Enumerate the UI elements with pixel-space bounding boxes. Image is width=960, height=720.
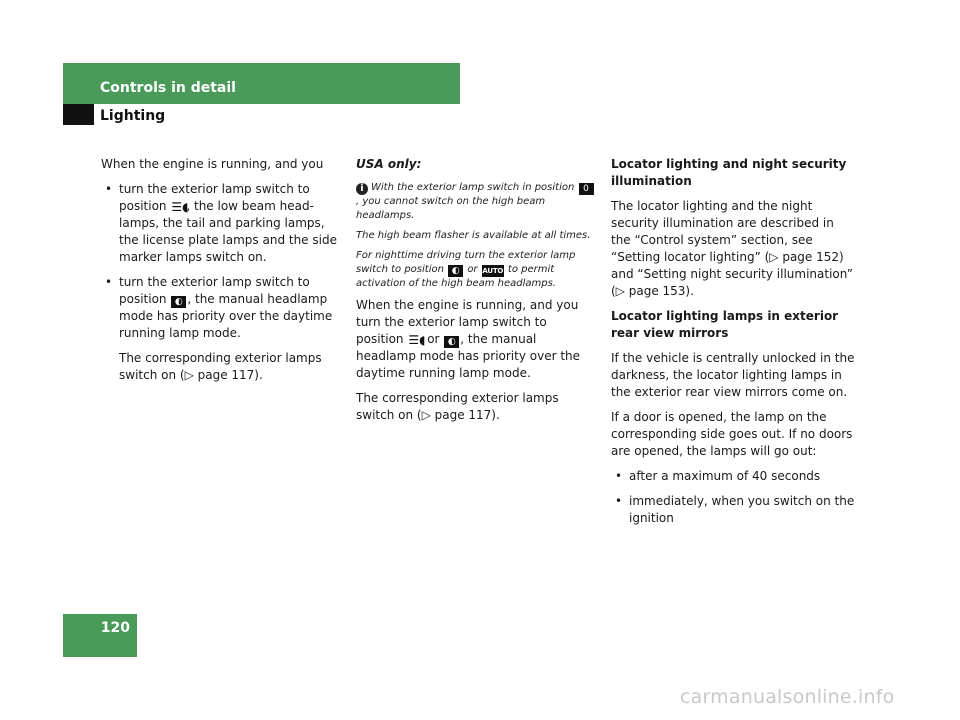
bullet-dot-icon: •: [615, 469, 623, 483]
col3-para-3: If a door is opened, the lamp on the corresponding side goes out. If no doors are opened, the lamps will go out:: [611, 410, 853, 458]
col1-bullet-2-before: turn the exterior lamp switch to position: [119, 275, 310, 306]
col1-follow-text: The corresponding exterior lamps switch on (▷ page 117).: [119, 351, 322, 382]
col3-bullet-1-text: after a maximum of 40 seconds: [629, 469, 821, 483]
parking-lamp-icon: ◐: [171, 296, 186, 308]
note-1-before: With the exterior lamp switch in position: [371, 182, 575, 193]
col1-bullet-1: [101, 181, 341, 266]
off-position-icon: 0: [579, 183, 594, 195]
low-beam-icon: ☰◖: [171, 200, 189, 214]
parking-lamp-icon: ◐: [444, 336, 459, 348]
auto-icon: AUTO: [482, 267, 504, 275]
parking-lamp-icon: ◐: [448, 265, 463, 277]
col3-para-2: If the vehicle is centrally unlocked in the darkness, the locator lighting lamps in the exterior rear view mirrors come on.: [611, 351, 855, 399]
note-3: [356, 249, 596, 291]
note-3-mid: or: [467, 264, 478, 275]
col2-para-1: [356, 297, 596, 382]
info-note: [356, 181, 596, 291]
note-3-after: to permit activation of the high beam headlamps.: [356, 264, 556, 289]
info-icon: i: [356, 183, 368, 195]
note-2: The high beam flasher is available at all times.: [356, 230, 591, 241]
col1-bullet-2: [101, 274, 341, 342]
col2-para-1-before: When the engine is running, and you turn the exterior lamp switch to position: [356, 298, 579, 346]
column-3: [611, 156, 856, 535]
col3-para-1: The locator lighting and the night security illumination are described in the “Control system” section, see “Setting locator lighting” (▷ page 152) and “Setting night security illumination” (▷ page 153).: [611, 199, 853, 298]
subsection-title: Lighting: [100, 108, 166, 124]
col3-heading-2: Locator lighting lamps in exterior rear view mirrors: [611, 309, 839, 340]
page-number: 120: [100, 620, 130, 636]
section-title: Controls in detail: [100, 80, 236, 96]
bullet-dot-icon: •: [615, 494, 623, 508]
bullet-dot-icon: •: [105, 275, 113, 289]
note-3-before: For nighttime driving turn the exterior lamp switch to position: [356, 250, 576, 275]
col3-bullet-2-text: immediately, when you switch on the ignition: [629, 494, 855, 525]
col2-heading: USA only:: [356, 157, 422, 171]
column-1: [101, 156, 341, 392]
col3-bullet-2: [611, 493, 856, 527]
subsection-tab: [63, 104, 94, 125]
watermark[interactable]: carmanualsonline.info: [680, 686, 895, 708]
col2-para-1-mid: or: [427, 332, 440, 346]
col1-bullet-1-before: turn the exterior lamp switch to position: [119, 182, 310, 213]
col1-intro: When the engine is running, and you: [101, 157, 324, 171]
col3-bullet-1: [611, 468, 856, 485]
note-1-after: , you cannot switch on the high beam headlamps.: [356, 196, 546, 221]
col3-heading-1: Locator lighting and night security illumination: [611, 157, 847, 188]
column-2: [356, 156, 596, 432]
note-1: [356, 181, 596, 223]
col2-para-1-after: , the manual headlamp mode has priority over the daytime running lamp mode.: [356, 332, 581, 380]
col1-bullet-2-after: , the manual headlamp mode has priority over the daytime running lamp mode.: [119, 292, 333, 340]
low-beam-icon: ☰◖: [408, 333, 426, 347]
bullet-dot-icon: •: [105, 182, 113, 196]
col2-para-2: The corresponding exterior lamps switch on (▷ page 117).: [356, 391, 559, 422]
col1-bullet-1-after: , the low beam headlamps, the tail and parking lamps, the license plate lamps and the side marker lamps switch on.: [119, 199, 337, 264]
